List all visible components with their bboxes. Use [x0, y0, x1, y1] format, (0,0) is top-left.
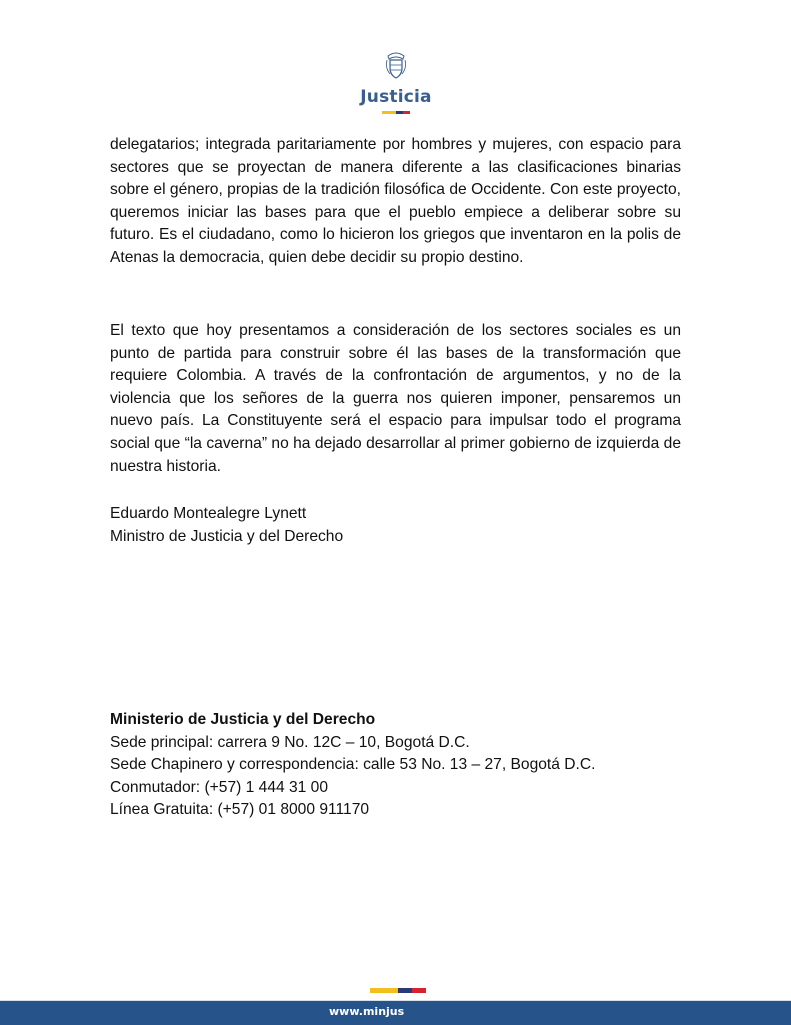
paragraph-text: delegatarios; integrada paritariamente por hombres y mujeres, con espacio para sectores que se proyectan de manera diferente a las clasificaciones binarias sobre el género, propias de la tradición filosófica de Occidente. Con este proyecto, queremos iniciar las bases para que el pueblo empiece a deliberar sobre su futuro. Es el ciudadano, como lo hicieron los griegos que inventaron en la polis de Atenas la democracia, quien debe decidir su propio destino. [110, 136, 681, 266]
justicia-logo [360, 50, 432, 114]
contact-line: Sede Chapinero y correspondencia: calle 53 No. 13 – 27, Bogotá D.C. [110, 756, 596, 774]
contact-line: Línea Gratuita: (+57) 01 8000 911170 [110, 801, 370, 819]
contact-org: Ministerio de Justicia y del Derecho [110, 711, 376, 728]
footer-url-link[interactable]: www.minjus [329, 1005, 405, 1018]
body-paragraph-1 [110, 134, 681, 270]
contact-line: Conmutador: (+57) 1 444 31 00 [110, 778, 329, 796]
footer-bar [0, 1000, 791, 1025]
contact-line: Sede principal: carrera 9 No. 12C – 10, Bogotá D.C. [110, 733, 470, 751]
paragraph-text: El texto que hoy presentamos a consideración de los sectores sociales es un punto de partida para construir sobre él las bases de la transformación que requiere Colombia. A través de la confrontación de argumentos, y no de la violencia que los señores de la guerra nos quieren imponer, pensaremos un nuevo país. La Constituyente será el espacio para impulsar todo el programa social que “la caverna” no ha dejado desarrollar al primer gobierno de izquierda de nuestra historia. [110, 322, 681, 475]
flag-stripe [382, 111, 410, 114]
signatory-name: Eduardo Montealegre Lynett [110, 505, 307, 522]
contact-block [110, 709, 595, 822]
signatory-title: Ministro de Justicia y del Derecho [110, 527, 344, 545]
signature-block [110, 503, 343, 548]
body-paragraph-2 [110, 320, 681, 478]
coat-of-arms-icon [384, 50, 408, 80]
logo-text: Justicia [360, 87, 432, 107]
footer-flag-stripe [370, 988, 426, 993]
